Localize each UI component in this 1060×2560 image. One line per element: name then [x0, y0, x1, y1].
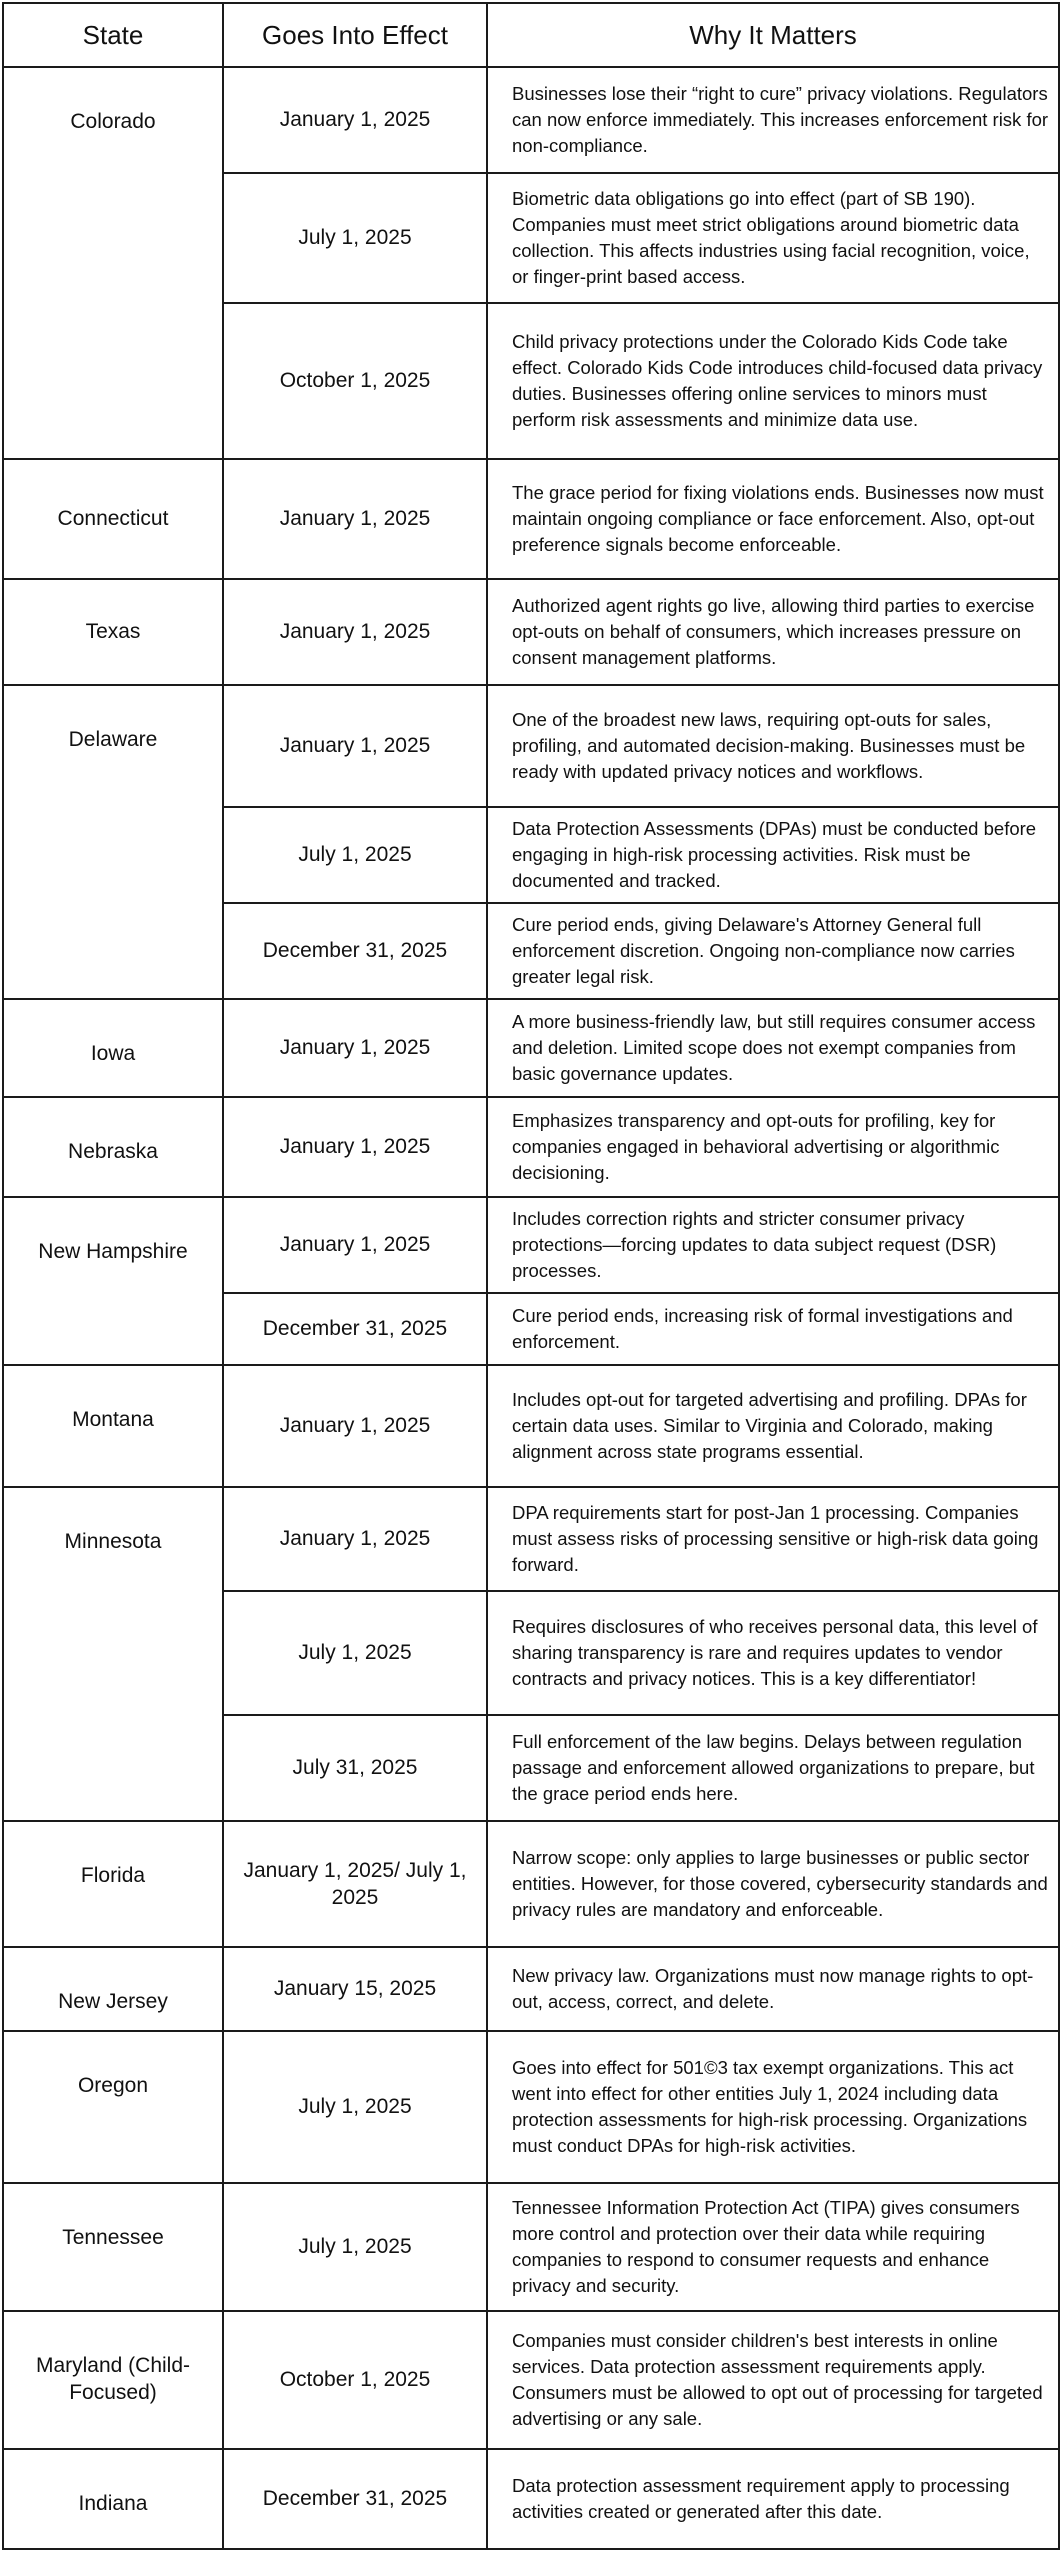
- why-it-matters-cell: Emphasizes transparency and opt-outs for profiling, key for companies engaged in behavioral advertising or algorithmic decisioning.: [487, 1097, 1059, 1197]
- table-row: [3, 1947, 1059, 2031]
- state-cell: Oregon: [3, 2031, 223, 2183]
- why-it-matters-cell: Authorized agent rights go live, allowing third parties to exercise opt-outs on behalf of consumers, which increases pressure on consent management platforms.: [487, 579, 1059, 685]
- why-it-matters-cell: Full enforcement of the law begins. Delays between regulation passage and enforcement allowed organizations to prepare, but the grace period ends here.: [487, 1715, 1059, 1821]
- effective-date-cell: January 1, 2025: [223, 1487, 487, 1591]
- effective-date-cell: December 31, 2025: [223, 1293, 487, 1365]
- table-body: [3, 67, 1059, 2549]
- table-row: [3, 1197, 1059, 1293]
- table-row: [3, 1097, 1059, 1197]
- state-cell: New Hampshire: [3, 1197, 223, 1365]
- table-row: [3, 67, 1059, 173]
- table-row: [3, 1487, 1059, 1591]
- table-row: [3, 2031, 1059, 2183]
- why-it-matters-cell: Requires disclosures of who receives personal data, this level of sharing transparency is rare and requires updates to vendor contracts and privacy notices. This is a key differentiator!: [487, 1591, 1059, 1715]
- effective-date-cell: July 31, 2025: [223, 1715, 487, 1821]
- table-row: [3, 579, 1059, 685]
- state-cell: Montana: [3, 1365, 223, 1487]
- effective-date-cell: January 1, 2025: [223, 1365, 487, 1487]
- state-cell: Nebraska: [3, 1097, 223, 1197]
- why-it-matters-cell: One of the broadest new laws, requiring opt-outs for sales, profiling, and automated decision-making. Businesses must be ready with updated privacy notices and workflows.: [487, 685, 1059, 807]
- state-cell: New Jersey: [3, 1947, 223, 2031]
- state-cell: Texas: [3, 579, 223, 685]
- table-row: [3, 999, 1059, 1097]
- table-row: [3, 2449, 1059, 2549]
- header-row: [3, 3, 1059, 67]
- table-row: [3, 1821, 1059, 1947]
- privacy-law-table: [2, 2, 1060, 2550]
- state-cell: Delaware: [3, 685, 223, 999]
- effective-date-cell: January 1, 2025: [223, 67, 487, 173]
- table-row: [3, 685, 1059, 807]
- effective-date-cell: January 15, 2025: [223, 1947, 487, 2031]
- why-it-matters-cell: Businesses lose their “right to cure” privacy violations. Regulators can now enforce immediately. This increases enforcement risk for non-compliance.: [487, 67, 1059, 173]
- effective-date-cell: January 1, 2025: [223, 459, 487, 579]
- why-it-matters-cell: Tennessee Information Protection Act (TIPA) gives consumers more control and protection over their data while requiring companies to respond to consumer requests and enhance privacy and security.: [487, 2183, 1059, 2311]
- why-it-matters-cell: The grace period for fixing violations ends. Businesses now must maintain ongoing compliance or face enforcement. Also, opt-out preference signals become enforceable.: [487, 459, 1059, 579]
- why-it-matters-cell: Child privacy protections under the Colorado Kids Code take effect. Colorado Kids Code introduces child-focused data privacy duties. Businesses offering online services to minors must perform risk assessments and minimize data use.: [487, 303, 1059, 459]
- why-it-matters-cell: Cure period ends, giving Delaware's Attorney General full enforcement discretion. Ongoing non-compliance now carries greater legal risk.: [487, 903, 1059, 999]
- effective-date-cell: January 1, 2025: [223, 1097, 487, 1197]
- why-it-matters-cell: A more business-friendly law, but still requires consumer access and deletion. Limited scope does not exempt companies from basic governance updates.: [487, 999, 1059, 1097]
- effective-date-cell: October 1, 2025: [223, 303, 487, 459]
- state-cell: Connecticut: [3, 459, 223, 579]
- why-it-matters-cell: Cure period ends, increasing risk of formal investigations and enforcement.: [487, 1293, 1059, 1365]
- table-row: [3, 459, 1059, 579]
- state-cell: Indiana: [3, 2449, 223, 2549]
- why-it-matters-cell: New privacy law. Organizations must now manage rights to opt-out, access, correct, and delete.: [487, 1947, 1059, 2031]
- state-cell: Minnesota: [3, 1487, 223, 1821]
- why-it-matters-cell: Companies must consider children's best interests in online services. Data protection assessment requirements apply. Consumers must be allowed to opt out of processing for targeted advertising or any sale.: [487, 2311, 1059, 2449]
- effective-date-cell: July 1, 2025: [223, 807, 487, 903]
- state-cell: Florida: [3, 1821, 223, 1947]
- why-it-matters-cell: DPA requirements start for post-Jan 1 processing. Companies must assess risks of processing sensitive or high-risk data going forward.: [487, 1487, 1059, 1591]
- why-it-matters-cell: Includes opt-out for targeted advertising and profiling. DPAs for certain data uses. Similar to Virginia and Colorado, making alignment across state programs essential.: [487, 1365, 1059, 1487]
- effective-date-cell: July 1, 2025: [223, 1591, 487, 1715]
- table-row: [3, 2183, 1059, 2311]
- effective-date-cell: January 1, 2025: [223, 579, 487, 685]
- effective-date-cell: July 1, 2025: [223, 173, 487, 303]
- column-header-effect: Goes Into Effect: [223, 3, 487, 67]
- state-cell: Maryland (Child-Focused): [3, 2311, 223, 2449]
- effective-date-cell: January 1, 2025/ July 1, 2025: [223, 1821, 487, 1947]
- column-header-why: Why It Matters: [487, 3, 1059, 67]
- column-header-state: State: [3, 3, 223, 67]
- effective-date-cell: January 1, 2025: [223, 999, 487, 1097]
- effective-date-cell: October 1, 2025: [223, 2311, 487, 2449]
- why-it-matters-cell: Narrow scope: only applies to large businesses or public sector entities. However, for those covered, cybersecurity standards and privacy rules are mandatory and enforceable.: [487, 1821, 1059, 1947]
- effective-date-cell: December 31, 2025: [223, 2449, 487, 2549]
- table-row: [3, 1365, 1059, 1487]
- why-it-matters-cell: Biometric data obligations go into effect (part of SB 190). Companies must meet strict obligations around biometric data collection. This affects industries using facial recognition, voice, or finger-print based access.: [487, 173, 1059, 303]
- effective-date-cell: January 1, 2025: [223, 685, 487, 807]
- why-it-matters-cell: Goes into effect for 501©3 tax exempt organizations. This act went into effect for other entities July 1, 2024 including data protection assessments for high-risk processing. Organizations must conduct DPAs for high-risk activities.: [487, 2031, 1059, 2183]
- state-cell: Colorado: [3, 67, 223, 459]
- why-it-matters-cell: Data Protection Assessments (DPAs) must be conducted before engaging in high-risk processing activities. Risk must be documented and tracked.: [487, 807, 1059, 903]
- state-cell: Iowa: [3, 999, 223, 1097]
- table-row: [3, 2311, 1059, 2449]
- why-it-matters-cell: Data protection assessment requirement apply to processing activities created or generated after this date.: [487, 2449, 1059, 2549]
- effective-date-cell: January 1, 2025: [223, 1197, 487, 1293]
- effective-date-cell: July 1, 2025: [223, 2183, 487, 2311]
- why-it-matters-cell: Includes correction rights and stricter consumer privacy protections—forcing updates to data subject request (DSR) processes.: [487, 1197, 1059, 1293]
- state-cell: Tennessee: [3, 2183, 223, 2311]
- effective-date-cell: July 1, 2025: [223, 2031, 487, 2183]
- effective-date-cell: December 31, 2025: [223, 903, 487, 999]
